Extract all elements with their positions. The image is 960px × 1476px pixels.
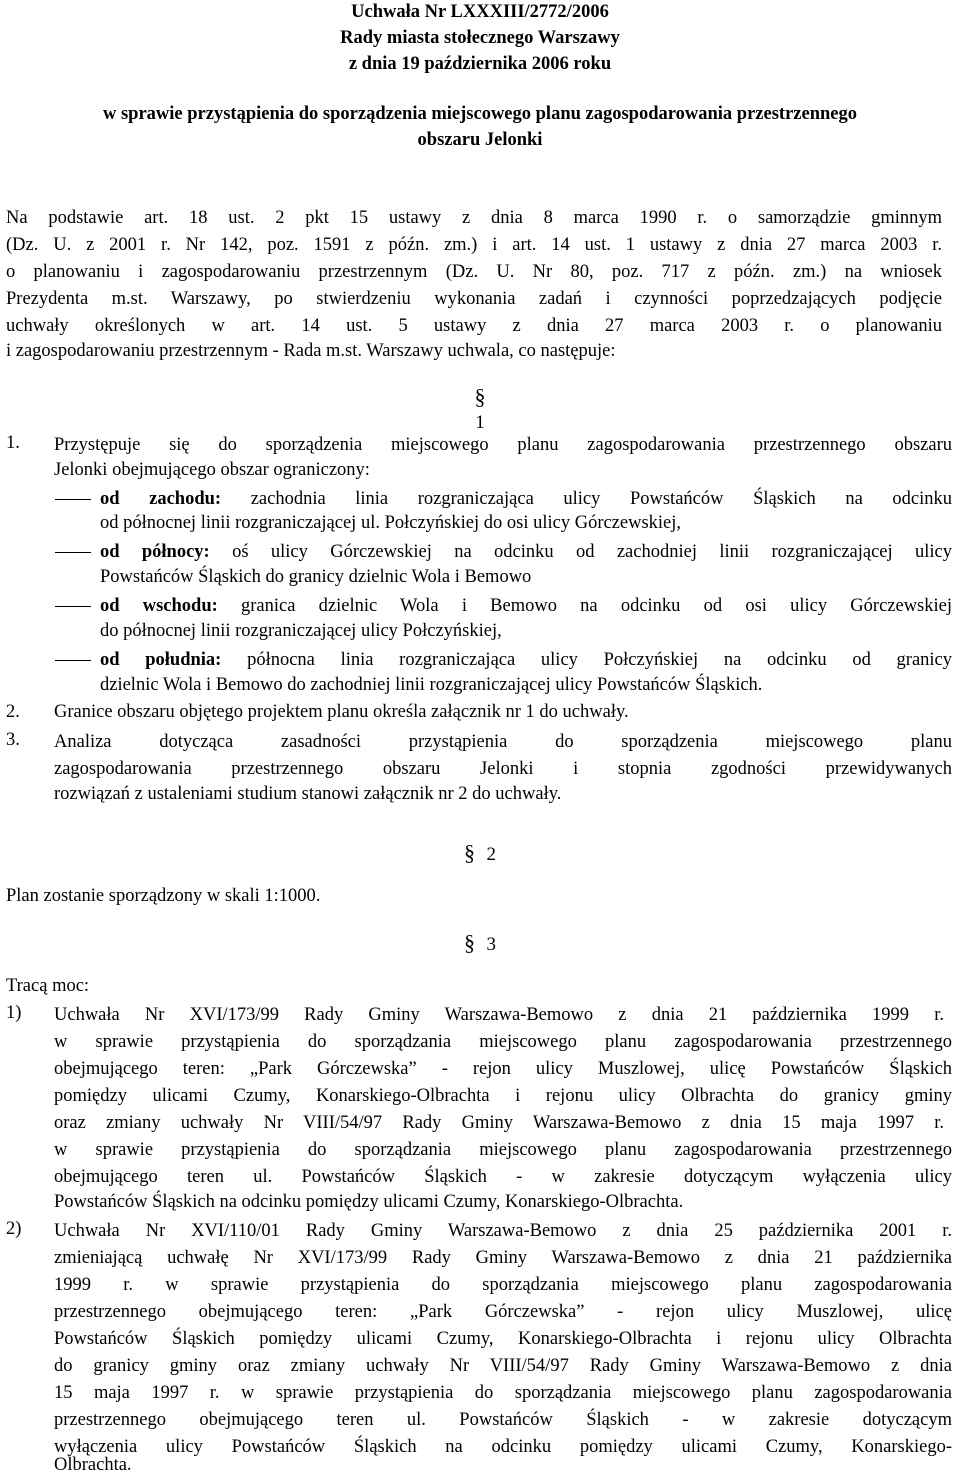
resolution-number: Uchwała Nr LXXXIII/2772/2006: [351, 2, 609, 22]
item-number: 2.: [6, 702, 20, 722]
boundary-east-cont: do północnej linii rozgraniczającej ulicy Połczyńskiej,: [100, 621, 502, 641]
boundary-text: zachodnia linia rozgraniczająca ulicy Powstańców Śląskich na odcinku: [250, 489, 952, 509]
boundary-east: [100, 594, 952, 618]
boundary-label: od południa:: [100, 650, 222, 670]
boundary-south: [100, 648, 952, 672]
repealed-1-line: obejmującego teren ul. Powstańców Śląskich - w zakresie dotyczącym wyłączenia ulicy: [54, 1167, 952, 1187]
repealed-1-line: obejmującego teren: „Park Górczewska” - rejon ulicy Muszlowej, ulicę Powstańców Śląskich: [54, 1059, 952, 1079]
item-2-text: Granice obszaru objętego projektem planu określa załącznik nr 1 do uchwały.: [54, 702, 629, 722]
repealed-2-line: do granicy gminy oraz zmiany uchwały Nr VIII/54/97 Rady Gminy Warszawa-Bemowo z dnia: [54, 1356, 952, 1376]
item-number: 3.: [6, 730, 20, 750]
repealed-1-line: w sprawie przystąpienia do sporządzania miejscowego planu zagospodarowania przestrzennego: [54, 1140, 952, 1160]
repealed-2-line: Olbrachta.: [54, 1455, 132, 1475]
boundary-south-cont: dzielnic Wola i Bemowo do zachodniej linii rozgraniczającej ulicy Powstańców Śląskich.: [100, 675, 763, 695]
boundary-west: [100, 487, 952, 511]
section-symbol: §: [464, 840, 475, 865]
repealed-1-line: oraz zmiany uchwały Nr VIII/54/97 Rady Gminy Warszawa-Bemowo z dnia 15 maja 1997 r.: [54, 1113, 944, 1133]
boundary-label: od wschodu:: [100, 596, 218, 616]
repealed-1-line: Powstańców Śląskich na odcinku pomiędzy ulicami Czumy, Konarskiego-Olbrachta.: [54, 1192, 684, 1212]
repealed-2-line: 15 maja 1997 r. w sprawie przystąpienia do sporządzania miejscowego planu zagospodarowania: [54, 1383, 952, 1403]
preamble-line: i zagospodarowaniu przestrzennym - Rada m.st. Warszawy uchwala, co następuje:: [6, 341, 616, 361]
preamble-line: uchwały określonych w art. 14 ust. 5 ustawy z dnia 27 marca 2003 r. o planowaniu: [6, 316, 942, 336]
preamble-line: Prezydenta m.st. Warszawy, po stwierdzeniu wykonania zadań i czynności poprzedzających podjęcie: [6, 289, 942, 309]
bullet-dash: [55, 606, 91, 607]
boundary-west-cont: od północnej linii rozgraniczającej ul. Połczyńskiej do osi ulicy Górczewskiej,: [100, 513, 682, 533]
item-number: 1.: [6, 433, 20, 453]
subject-line-2: obszaru Jelonki: [417, 130, 543, 150]
bullet-dash: [55, 499, 91, 500]
repealed-2-line: przestrzennego obejmującego teren ul. Powstańców Śląskich - w zakresie dotyczącym: [54, 1410, 952, 1430]
item-1-line: Przystępuje się do sporządzenia miejscowego planu zagospodarowania przestrzennego obszaru: [54, 435, 952, 455]
section-2-heading: [0, 840, 960, 866]
section-symbol: §: [464, 930, 475, 955]
boundary-label: od zachodu:: [100, 489, 222, 509]
item-3-line: zagospodarowania przestrzennego obszaru Jelonki i stopnia zgodności przewidywanych: [54, 759, 952, 779]
section-number: 2: [486, 844, 496, 865]
repealed-2-line: Powstańców Śląskich pomiędzy ulicami Czumy, Konarskiego-Olbrachta i rejonu ulicy Olbrachta: [54, 1329, 952, 1349]
repealed-1-line: Uchwała Nr XVI/173/99 Rady Gminy Warszawa-Bemowo z dnia 21 października 1999 r.: [54, 1005, 944, 1025]
boundary-label: od północy:: [100, 542, 210, 562]
repealed-1-line: w sprawie przystąpienia do sporządzania miejscowego planu zagospodarowania przestrzennego: [54, 1032, 952, 1052]
preamble-line: Na podstawie art. 18 ust. 2 pkt 15 ustawy z dnia 8 marca 1990 r. o samorządzie gminnym: [6, 208, 942, 228]
repealed-2-line: przestrzennego obejmującego teren: „Park Górczewska” - rejon ulicy Muszlowej, ulicę: [54, 1302, 952, 1322]
section-3-heading: [0, 930, 960, 956]
boundary-north: [100, 540, 952, 564]
subject-line-1: w sprawie przystąpienia do sporządzenia miejscowego planu zagospodarowania przestrzennego: [102, 104, 858, 124]
repealed-2-line: wyłączenia ulicy Powstańców Śląskich na odcinku pomiędzy ulicami Czumy, Konarskiego-: [54, 1437, 952, 1457]
council-name: Rady miasta stołecznego Warszawy: [340, 28, 620, 48]
section-symbol: §: [474, 384, 486, 409]
repealed-2-line: zmieniającą uchwałę Nr XVI/173/99 Rady Gminy Warszawa-Bemowo z dnia 21 października: [54, 1248, 952, 1268]
section-1-heading: [0, 384, 960, 434]
bullet-dash: [55, 660, 91, 661]
item-3-line: Analiza dotycząca zasadności przystąpienia do sporządzenia miejscowego planu: [54, 732, 952, 752]
item-number: 1): [6, 1003, 22, 1023]
boundary-text: północna linia rozgraniczająca ulicy Połczyńskiej na odcinku od granicy: [247, 650, 952, 670]
repeal-heading: Tracą moc:: [6, 976, 90, 996]
boundary-north-cont: Powstańców Śląskich do granicy dzielnic Wola i Bemowo: [100, 567, 532, 587]
boundary-text: oś ulicy Górczewskiej na odcinku od zachodniej linii rozgraniczającej ulicy: [232, 542, 952, 562]
preamble-line: o planowaniu i zagospodarowaniu przestrzennym (Dz. U. Nr 80, poz. 717 z późn. zm.) na wniosek: [6, 262, 942, 282]
repealed-2-line: Uchwała Nr XVI/110/01 Rady Gminy Warszawa-Bemowo z dnia 25 października 2001 r.: [54, 1221, 952, 1241]
item-number: 2): [6, 1219, 22, 1239]
repealed-2-line: 1999 r. w sprawie przystąpienia do sporządzania miejscowego planu zagospodarowania: [54, 1275, 952, 1295]
preamble-line: (Dz. U. z 2001 r. Nr 142, poz. 1591 z późn. zm.) i art. 14 ust. 1 ustawy z dnia 27 marca 2003 r.: [6, 235, 942, 255]
resolution-date: z dnia 19 października 2006 roku: [348, 54, 612, 74]
section-number: 3: [486, 934, 496, 955]
repealed-1-line: pomiędzy ulicami Czumy, Konarskiego-Olbrachta i rejonu ulicy Olbrachta do granicy gminy: [54, 1086, 952, 1106]
bullet-dash: [55, 552, 91, 553]
section-number: 1: [475, 412, 485, 433]
scale-statement: Plan zostanie sporządzony w skali 1:1000.: [6, 886, 321, 906]
item-3-line: rozwiązań z ustaleniami studium stanowi załącznik nr 2 do uchwały.: [54, 784, 562, 804]
item-1-line: Jelonki obejmującego obszar ograniczony:: [54, 460, 370, 480]
boundary-text: granica dzielnic Wola i Bemowo na odcinku od osi ulicy Górczewskiej: [241, 596, 952, 616]
